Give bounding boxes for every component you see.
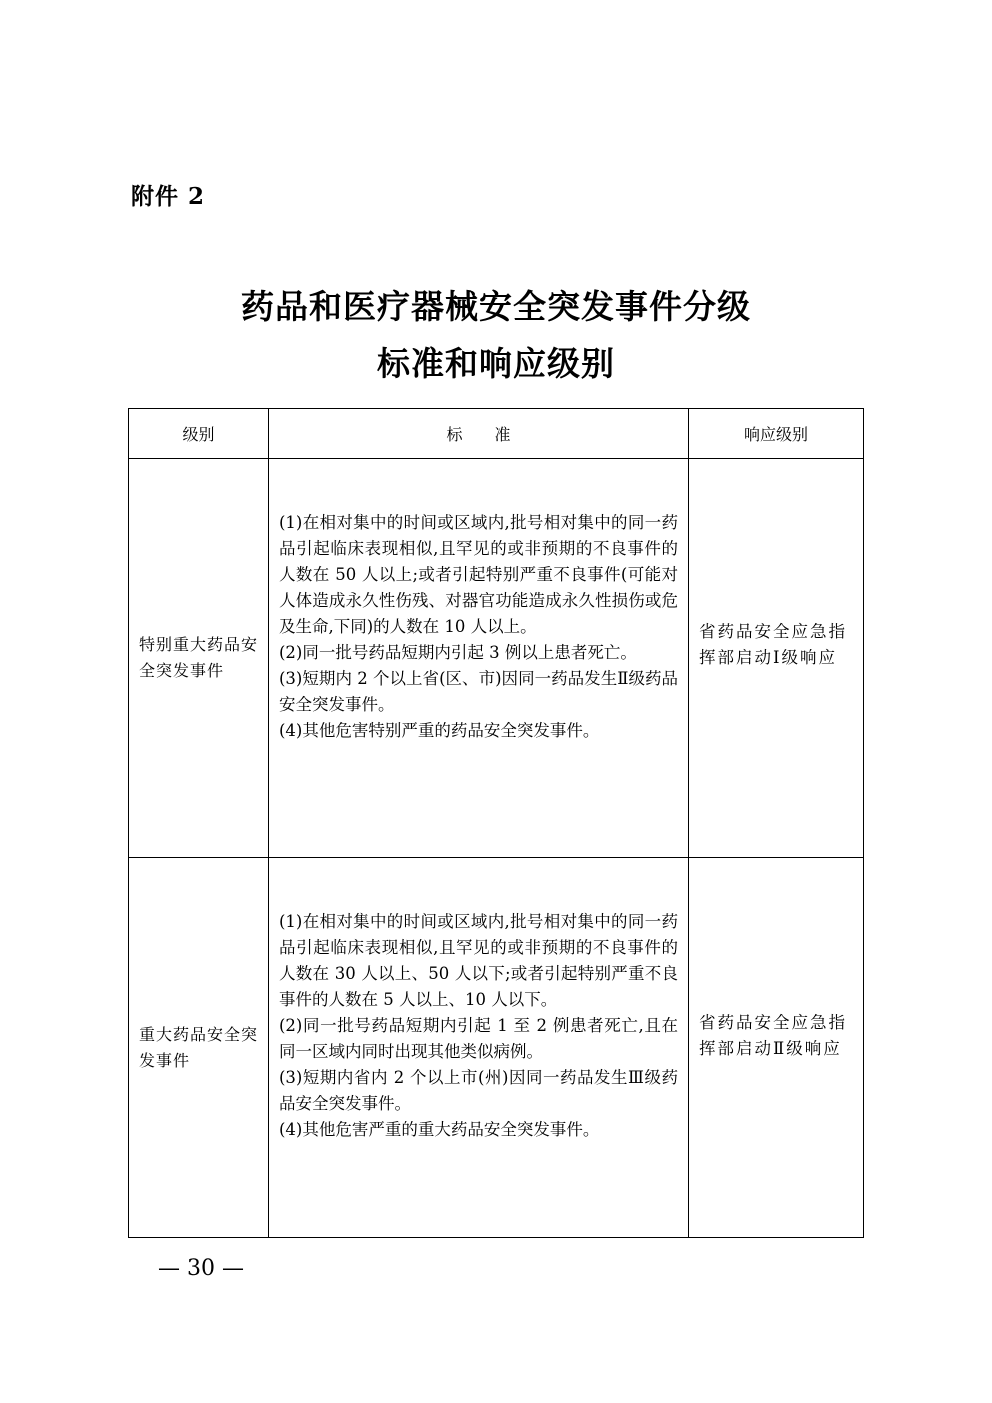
- criteria-item: (3)短期内 2 个以上省(区、市)因同一药品发生Ⅱ级药品安全突发事件。: [279, 669, 678, 714]
- document-title-line2: 标准和响应级别: [377, 344, 615, 383]
- level-cell: 重大药品安全突发事件: [129, 858, 269, 1238]
- table-row: [129, 459, 864, 858]
- attachment-label: 附件 2: [131, 183, 206, 210]
- criteria-item: (1)在相对集中的时间或区域内,批号相对集中的同一药品引起临床表现相似,且罕见的或非预期的不良事件的人数在 30 人以上、50 人以下;或者引起特别严重不良事件的人数在 5 人以上、10 人以下。: [279, 912, 678, 1009]
- table-row: [129, 858, 864, 1238]
- level-cell: 特别重大药品安全突发事件: [129, 459, 269, 858]
- criteria-item: (1)在相对集中的时间或区域内,批号相对集中的同一药品引起临床表现相似,且罕见的或非预期的不良事件的人数在 50 人以上;或者引起特别严重不良事件(可能对人体造成永久性伤残、对器官功能造成永久性损伤或危及生命,下同)的人数在 10 人以上。: [279, 513, 678, 636]
- criteria-cell: [269, 459, 689, 858]
- document-title-line1: 药品和医疗器械安全突发事件分级: [241, 287, 751, 326]
- criteria-item: (2)同一批号药品短期内引起 3 例以上患者死亡。: [279, 643, 637, 662]
- criteria-item: (3)短期内省内 2 个以上市(州)因同一药品发生Ⅲ级药品安全突发事件。: [279, 1068, 678, 1113]
- response-cell: 省药品安全应急指挥部启动Ⅰ级响应: [689, 459, 864, 858]
- criteria-item: (4)其他危害特别严重的药品安全突发事件。: [279, 721, 600, 740]
- response-cell: 省药品安全应急指挥部启动Ⅱ级响应: [689, 858, 864, 1238]
- criteria-item: (2)同一批号药品短期内引起 1 至 2 例患者死亡,且在同一区域内同时出现其他类似病例。: [279, 1016, 678, 1061]
- page-number: — 30 —: [158, 1256, 244, 1281]
- header-criteria: 标 准: [269, 409, 689, 459]
- header-level: 级别: [129, 409, 269, 459]
- criteria-cell: [269, 858, 689, 1238]
- criteria-item: (4)其他危害严重的重大药品安全突发事件。: [279, 1120, 600, 1139]
- header-response: 响应级别: [689, 409, 864, 459]
- table-header-row: [129, 409, 864, 459]
- grading-table: [128, 408, 864, 1238]
